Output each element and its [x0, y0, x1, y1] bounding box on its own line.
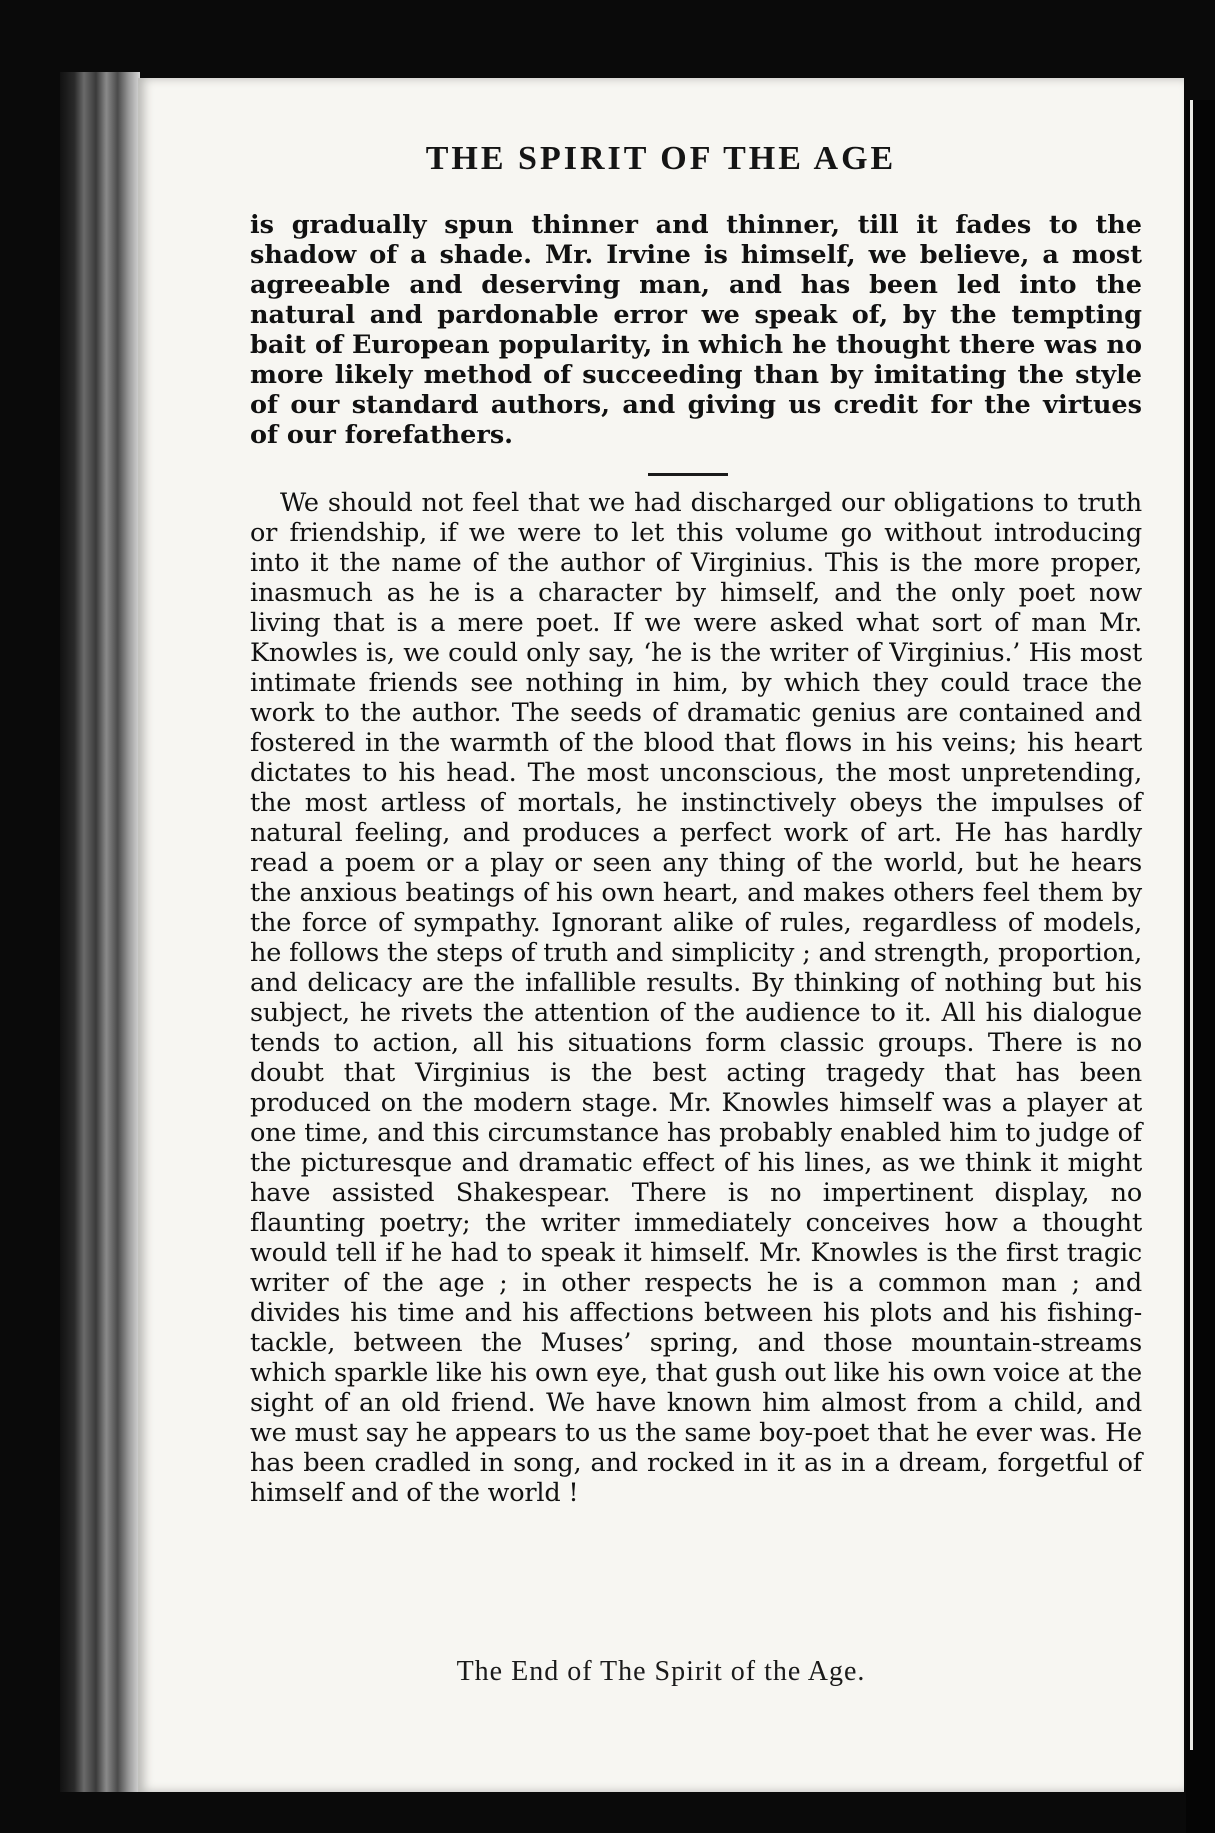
book-spine: [60, 72, 140, 1792]
paragraph-1: is gradually spun thinner and thinner, till it fades to the shadow of a shade. Mr. Irvine is himself, we believe, a most agreeable and deserving man, and has been led into the natural and pardonable error we speak of, by the tempting bait of European popularity, in which he thought there was no more likely method of succeeding than by imitating the style of our standard authors, and giving us credit for the virtues of our forefathers.: [250, 210, 1142, 450]
section-divider: [648, 473, 728, 476]
facing-page-edge: [1190, 100, 1193, 1750]
paragraph-2: We should not feel that we had discharged our obligations to truth or friendship, if we were to let this volume go without introducing into it the name of the author of Virginius. This is the more proper, inasmuch as he is a character by himself, and the only poet now living that is a mere poet. If we were asked what sort of man Mr. Knowles is, we could only say, ‘he is the writer of Virginius.’ His most intimate friends see nothing in him, by which they could trace the work to the author. The seeds of dramatic genius are contained and fostered in the warmth of the blood that flows in his veins; his heart dictates to his head. The most unconscious, the most unpretending, the most artless of mortals, he instinctively obeys the impulses of natural feeling, and produces a perfect work of art. He has hardly read a poem or a play or seen any thing of the world, but he hears the anxious beatings of his own heart, and makes others feel them by the force of sympathy. Ignorant alike of rules, regardless of models, he follows the steps of truth and simplicity ; and strength, proportion, and delicacy are the infallible results. By thinking of nothing but his subject, he rivets the attention of the audience to it. All his dialogue tends to action, all his situations form classic groups. There is no doubt that Virginius is the best acting tragedy that has been produced on the modern stage. Mr. Knowles himself was a player at one time, and this circumstance has probably enabled him to judge of the picturesque and dramatic effect of his lines, as we think it might have assisted Shakespear. There is no impertinent display, no flaunting poetry; the writer immediately conceives how a thought would tell if he had to speak it himself. Mr. Knowles is the first tragic writer of the age ; in other respects he is a common man ; and divides his time and his affections between his plots and his fishing-tackle, between the Muses’ spring, and those mountain-streams which sparkle like his own eye, that gush out like his own voice at the sight of an old friend. We have known him almost from a child, and we must say he appears to us the same boy-poet that he ever was. He has been cradled in song, and rocked in it as in a dream, forgetful of himself and of the world !: [250, 488, 1142, 1508]
end-of-book-line: The End of The Spirit of the Age.: [456, 1656, 866, 1687]
book-page: [138, 78, 1184, 1792]
running-title: THE SPIRIT OF THE AGE: [425, 140, 897, 177]
